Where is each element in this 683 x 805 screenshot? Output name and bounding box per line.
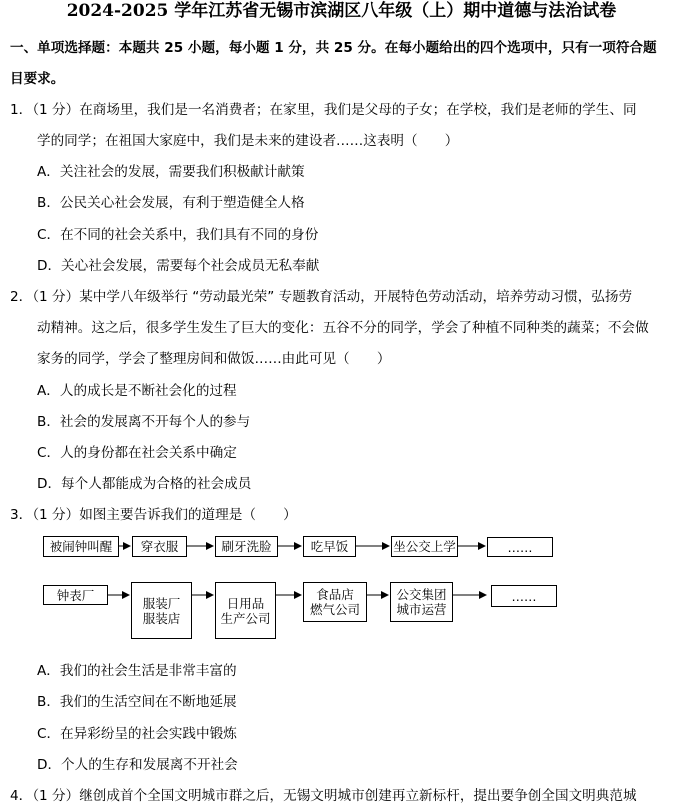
question-2-stem-line3: 家务的同学，学会了整理房间和做饭……由此可见（ ）: [37, 351, 391, 367]
question-1-option-c[interactable]: C．在不同的社会关系中，我们具有不同的身份: [37, 227, 319, 243]
row2-box-3: 日用品 生产公司: [215, 582, 276, 639]
row1-box-4: 吃早饭: [303, 536, 356, 557]
row1-box-1: 被闹钟叫醒: [43, 536, 119, 557]
question-1-stem-line1: 1．（1 分）在商场里，我们是一名消费者；在家里，我们是父母的子女；在学校，我们是老师的学生、同: [10, 102, 637, 118]
section-heading-line1: 一、单项选择题：本题共 25 小题，每小题 1 分，共 25 分。在每小题给出的四个选项中，只有一项符合题: [10, 40, 657, 56]
question-4-stem-line1: 4．（1 分）继创成首个全国文明城市群之后，无锡文明城市创建再立新标杆，提出要争创全国文明典范城: [10, 788, 637, 804]
question-3-diagram: [38, 531, 568, 661]
question-3-option-b[interactable]: B．我们的生活空间在不断地延展: [37, 694, 237, 710]
question-2-option-b[interactable]: B．社会的发展离不开每个人的参与: [37, 414, 251, 430]
row2-box-4: 食品店 燃气公司: [303, 582, 367, 622]
question-3-option-a[interactable]: A．我们的社会生活是非常丰富的: [37, 663, 237, 679]
question-1-option-d[interactable]: D．关心社会发展，需要每个社会成员无私奉献: [37, 258, 320, 274]
row2-box-1: 钟表厂: [43, 585, 108, 605]
row1-box-3: 刷牙洗脸: [215, 536, 278, 557]
row1-box-2: 穿衣服: [132, 536, 187, 557]
question-3-option-c[interactable]: C．在异彩纷呈的社会实践中锻炼: [37, 726, 237, 742]
row2-box-6: ……: [491, 585, 557, 607]
question-2-option-d[interactable]: D．每个人都能成为合格的社会成员: [37, 476, 252, 492]
question-2-stem-line2: 动精神。这之后，很多学生发生了巨大的变化：五谷不分的同学，学会了种植不同种类的蔬菜；不会做: [37, 320, 649, 336]
question-1-option-a[interactable]: A．关注社会的发展，需要我们积极献计献策: [37, 164, 305, 180]
question-1-stem-line2: 学的同学；在祖国大家庭中，我们是未来的建设者……这表明（ ）: [37, 133, 459, 149]
exam-title: 2024-2025 学年江苏省无锡市滨湖区八年级（上）期中道德与法治试卷: [66, 1, 617, 21]
row2-box-2: 服装厂 服装店: [131, 582, 192, 639]
question-2-option-c[interactable]: C．人的身份都在社会关系中确定: [37, 445, 237, 461]
question-3-option-d[interactable]: D．个人的生存和发展离不开社会: [37, 757, 238, 773]
question-2-stem-line1: 2．（1 分）某中学八年级举行 “劳动最光荣” 专题教育活动，开展特色劳动活动，培养劳动习惯，弘扬劳: [10, 289, 633, 305]
question-1-option-b[interactable]: B．公民关心社会发展，有利于塑造健全人格: [37, 195, 305, 211]
question-3-stem-line1: 3．（1 分）如图主要告诉我们的道理是（ ）: [10, 507, 297, 523]
row1-box-6: ……: [487, 537, 553, 557]
section-heading-line2: 目要求。: [10, 71, 65, 87]
row1-box-5: 坐公交上学: [391, 536, 458, 557]
row2-box-5: 公交集团 城市运营: [390, 582, 453, 622]
question-2-option-a[interactable]: A．人的成长是不断社会化的过程: [37, 383, 237, 399]
